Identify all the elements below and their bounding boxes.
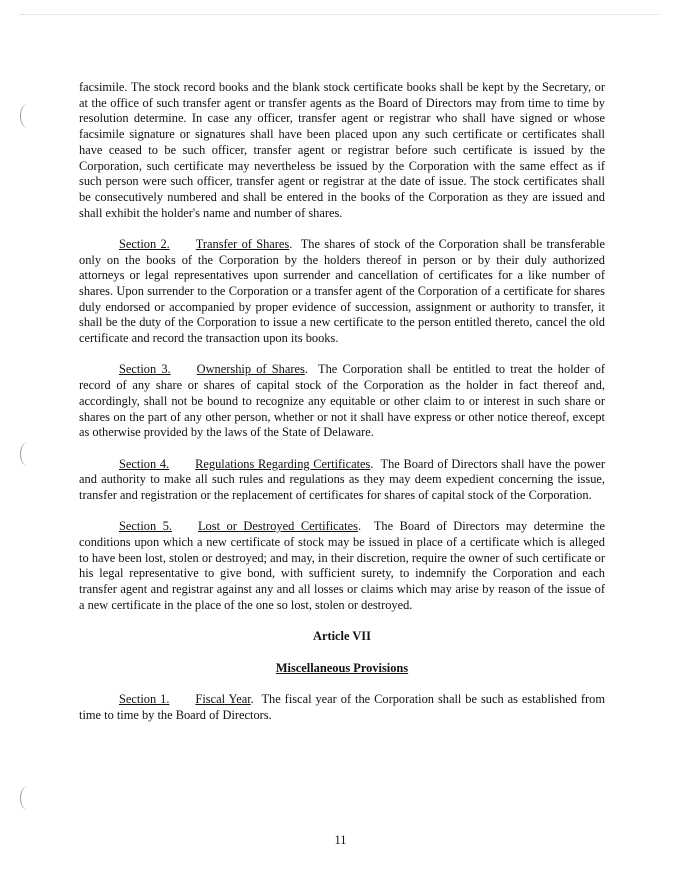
section-title: Regulations Regarding Certificates xyxy=(195,456,371,471)
section-title: Fiscal Year xyxy=(195,692,251,707)
punch-hole-mark xyxy=(20,786,35,810)
section-title: Transfer of Shares xyxy=(195,236,290,251)
section-title: Lost or Destroyed Certificates xyxy=(197,519,358,534)
section-number: Section 4. xyxy=(119,456,170,471)
punch-hole-mark xyxy=(20,442,35,466)
article-heading: Article VII xyxy=(313,629,371,644)
article-section-1-paragraph: Section 1. Fiscal Year. The fiscal year of the Corporation shall be such as established from time to time by the Board of Directors. xyxy=(79,692,605,722)
document-body xyxy=(79,80,605,739)
section-number: Section 3. xyxy=(119,362,171,377)
section-text: The Board of Directors may determine the conditions upon which a new certificate of stock may be issued in place of a certificate which is alleged to have been lost, stolen or destroyed; and may, in their discretion, require the owner of such certificate or his legal representative to give bond, with sufficient surety, to indemnify the Corporation and each transfer agent and registrar against any and all losses or claims which may arise by reason of the issue of a new certificate in the place of the one so lost, stolen or destroyed. xyxy=(79,519,605,612)
section-title: Ownership of Shares xyxy=(196,362,305,377)
section-4-paragraph: Section 4. Regulations Regarding Certificates. The Board of Directors shall have the power and authority to make all such rules and regulations as they may deem expedient concerning the issue, transfer and registration or the replacement of certificates for shares of capital stock of the Corporation. xyxy=(79,456,605,502)
page-number: 11 xyxy=(334,833,347,847)
section-5-paragraph: Section 5. Lost or Destroyed Certificates. The Board of Directors may determine the conditions upon which a new certificate of stock may be issued in place of a certificate which is alleged to have been lost, stolen or destroyed; and may, in their discretion, require the owner of such certificate or his legal representative to give bond, with sufficient surety, to indemnify the Corporation and each transfer agent and registrar against any and all losses or claims which may arise by reason of the issue of a new certificate in the place of the one so lost, stolen or destroyed. xyxy=(79,519,605,612)
section-text: The fiscal year of the Corporation shall be such as established from time to time by the Board of Directors. xyxy=(79,692,605,722)
section-text: The Corporation shall be entitled to treat the holder of record of any share or shares of capital stock of the Corporation as the holder in fact thereof and, accordingly, shall not be bound to recognize any equitable or other claim to or interest in such share or shares on the part of any other person, whether or not it shall have express or other notice thereof, except as otherwise provided by the laws of the State of Delaware. xyxy=(79,362,605,440)
article-subheading: Miscellaneous Provisions xyxy=(275,660,409,675)
continuation-paragraph: facsimile. The stock record books and the blank stock certificate books shall be kept by the Secretary, or at the office of such transfer agent or transfer agents as the Board of Directors may from time to time by resolution determine. In case any officer, transfer agent or registrar who shall have signed or whose facsimile signature or signatures shall have been placed upon any such certificate or certificates shall have ceased to be such officer, transfer agent or registrar before such certificate is issued by the Corporation, such certificate may nevertheless be issued by the Corporation with the same effect as if such person were such officer, transfer agent or registrar at the date of issue. The stock certificates shall be consecutively numbered and shall be entered in the books of the Corporation as they are issued and shall exhibit the holder's name and number of shares. xyxy=(79,80,605,220)
section-number: Section 2. xyxy=(119,236,170,251)
section-text: The shares of stock of the Corporation shall be transferable only on the books of the Corporation by the holders thereof in person or by their duly authorized attorneys or legal representatives upon surrender and cancellation of certificates for a like number of shares. Upon surrender to the Corporation or a transfer agent of the Corporation of a certificate for shares duly endorsed or accompanied by proper evidence of succession, assignment or authority to transfer, it shall be the duty of the Corporation to issue a new certificate to the person entitled thereto, cancel the old certificate and record the transaction upon its books. xyxy=(79,236,605,346)
scan-artifact xyxy=(20,14,660,19)
section-3-paragraph: Section 3. Ownership of Shares. The Corporation shall be entitled to treat the holder of record of any share or shares of capital stock of the Corporation as the holder in fact thereof and, accordingly, shall not be bound to recognize any equitable or other claim to or interest in such share or shares on the part of any other person, whether or not it shall have express or other notice thereof, except as otherwise provided by the laws of the State of Delaware. xyxy=(79,362,605,440)
section-number: Section 1. xyxy=(119,692,170,707)
punch-hole-mark xyxy=(20,104,35,128)
section-2-paragraph: Section 2. Transfer of Shares. The shares of stock of the Corporation shall be transferable only on the books of the Corporation by the holders thereof in person or by their duly authorized attorneys or legal representatives upon surrender and cancellation of certificates for a like number of shares. Upon surrender to the Corporation or a transfer agent of the Corporation of a certificate for shares duly endorsed or accompanied by proper evidence of succession, assignment or authority to transfer, it shall be the duty of the Corporation to issue a new certificate to the person entitled thereto, cancel the old certificate and record the transaction upon its books. xyxy=(79,236,605,346)
section-number: Section 5. xyxy=(119,519,172,534)
section-text: The Board of Directors shall have the power and authority to make all such rules and regulations as they may deem expedient concerning the issue, transfer and registration or the replacement of certificates for shares of capital stock of the Corporation. xyxy=(79,456,605,502)
